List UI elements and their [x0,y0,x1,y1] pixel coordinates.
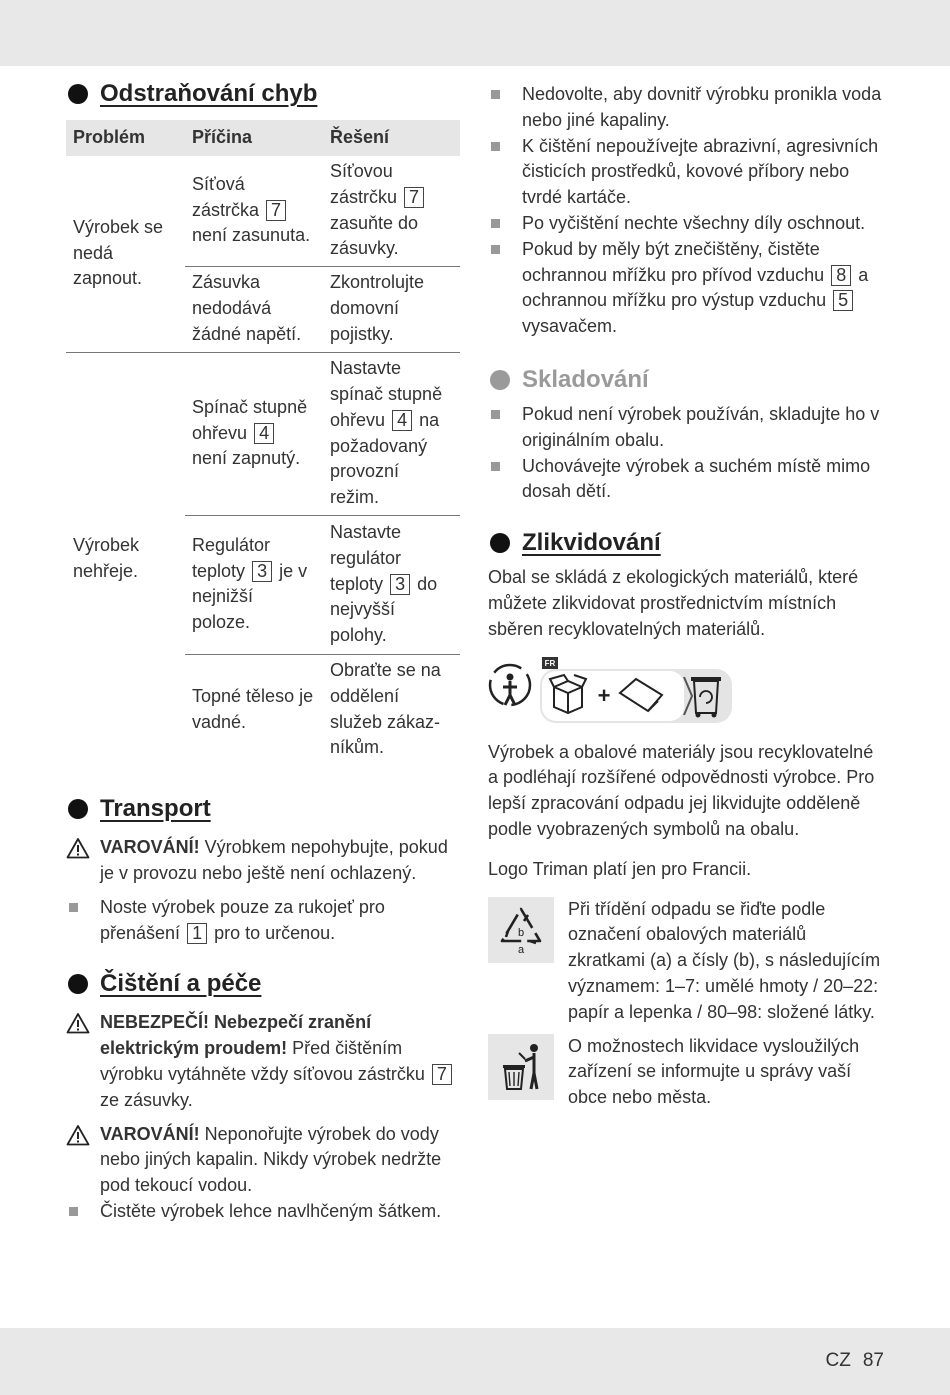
part-number: 4 [392,410,412,431]
bullet-dot-icon [490,370,510,390]
solution-cell: Zkontrolujte domovní pojistky. [323,267,460,353]
svg-text:FR: FR [544,658,556,668]
solution-cell: Nastavte regulátor teploty 3 do nejvyšší polohy. [323,515,460,654]
square-bullet-icon [491,410,500,419]
list-item: Pokud by měly být znečištěny, čistěte ochrannou mřížku pro přívod vzduchu 8 a ochrannou mřížku pro výstup vzduchu 5 vysavačem. [488,237,884,340]
transport-warning: VAROVÁNÍ! Výrobkem nepohybujte, pokud je v provozu nebo ještě není ochlazený. [66,835,462,887]
sorting-text: Při třídění odpadu se řiďte podle označení obalových materiálů zkratkami (a) a čísly (b), s následujícím významem: 1–7: umělé hmoty / 20–22: papír a lepenka / 80–98: složené látky. [568,898,881,1022]
triman-logo-icon [488,655,738,725]
problem-cell: Výrobek se nedá zapnout. [73,216,164,289]
col-header-cause: Příčina [185,120,323,156]
part-number: 7 [266,200,286,221]
storage-heading: Skladování [488,366,884,394]
language-code: CZ [825,1350,851,1371]
weee-symbol-box [488,1034,554,1100]
list-item: K čištění nepoužívejte abrazivní, agresivních čisticích prostředků, kovové příbory nebo tvrdé kartáče. [488,134,884,211]
list-item: Noste výrobek pouze za rukojeť pro přenášení 1 pro to určenou. [66,895,462,947]
part-number: 1 [187,923,207,944]
weee-info [488,1034,884,1111]
page-number: 87 [862,1350,884,1371]
part-number: 7 [404,187,424,208]
bullet-dot-icon [68,974,88,994]
troubleshooting-table [66,120,460,765]
disposal-intro: Obal se skládá z ekologických materiálů, které můžete zlikvidovat prostřednictvím místních sběren recyklovatelných materiálů. [488,567,859,639]
solution-cell: Nastavte spínač stupně ohřevu 4 na požadovaný provozní režim. [323,353,460,516]
cleaning-warning: VAROVÁNÍ! Neponořujte výrobek do vody nebo jiných kapalin. Nikdy výrobek nedržte pod tekoucí vodou. [66,1122,462,1199]
left-column [66,80,462,1225]
svg-text:a: a [517,943,525,955]
square-bullet-icon [69,903,78,912]
cause-cell: Spínač stupně ohřevu 4 není zapnutý. [185,353,323,516]
square-bullet-icon [491,142,500,151]
header-band [0,0,950,66]
part-number: 3 [252,561,272,582]
list-item: Uchovávejte výrobek a suchém místě mimo dosah dětí. [488,454,884,506]
cause-cell: Síťová zástrčka 7 není zasunuta. [192,173,311,246]
problem-cell: Výrobek nehřeje. [66,353,185,765]
bullet-dot-icon [68,799,88,819]
warning-triangle-icon [66,1124,90,1146]
footer-band [0,1328,950,1395]
solution-cell: Síťovou zástrčku 7 zasuňte do zásuvky. [323,156,460,267]
list-item: Nedovolte, aby dovnitř výrobku pronikla voda nebo jiné kapaliny. [488,82,884,134]
list-item: Čistěte výrobek lehce navlhčeným šátkem. [66,1199,462,1225]
right-column [488,82,884,1119]
table-row [66,353,460,516]
svg-text:+: + [597,682,611,708]
cause-cell: Topné těleso je vadné. [185,654,323,765]
part-number: 3 [390,574,410,595]
waste-bin-person-icon [499,1041,543,1093]
square-bullet-icon [491,219,500,228]
part-number: 8 [831,265,851,286]
triman-note: Logo Triman platí jen pro Francii. [488,858,752,879]
square-bullet-icon [491,462,500,471]
weee-text: O možnostech likvidace vysloužilých zařízení se informujte u správy vaší obce nebo města. [568,1035,860,1108]
transport-heading: Transport [66,795,462,823]
square-bullet-icon [491,90,500,99]
recycling-symbol-box [488,897,554,963]
part-number: 4 [254,423,274,444]
col-header-solution: Řešení [323,120,460,156]
table-row [66,156,460,267]
recycle-text: Výrobek a obalové materiály jsou recyklovatelné a podléhají rozšířené odpovědnosti výrobce. Pro lepší zpracování odpadu jej likvidujte odděleně podle vyobrazených symbolů na obalu. [488,741,875,839]
square-bullet-icon [491,245,500,254]
list-item: Pokud není výrobek používán, skladujte ho v originálním obalu. [488,402,884,454]
square-bullet-icon [69,1207,78,1216]
svg-text:b: b [517,926,525,939]
bullet-dot-icon [68,84,88,104]
part-number: 5 [833,290,853,311]
page-footer [814,1350,884,1372]
bullet-dot-icon [490,533,510,553]
part-number: 7 [432,1064,452,1085]
sorting-info [488,897,884,1026]
solution-cell: Obraťte se na oddělení služeb zákaz-níkům. [323,654,460,765]
cause-cell: Zásuvka nedodává žádné napětí. [185,267,323,353]
cause-cell: Regulátor teploty 3 je v nejnižší poloze. [185,515,323,654]
warning-triangle-icon [66,1012,90,1034]
list-item: Po vyčištění nechte všechny díly oschnout. [488,211,884,237]
table-header-row [66,120,460,156]
recycling-triangle-icon [498,905,544,955]
cleaning-danger: NEBEZPEČÍ! Nebezpečí zranění elektrickým proudem! Před čištěním výrobku vytáhněte vždy síťovou zástrčku 7 ze zásuvky. [66,1010,462,1113]
warning-triangle-icon [66,837,90,859]
disposal-heading: Zlikvidování [488,529,884,557]
cleaning-heading: Čištění a péče [66,970,462,998]
troubleshooting-heading: Odstraňování chyb [66,80,462,108]
col-header-problem: Problém [66,120,185,156]
